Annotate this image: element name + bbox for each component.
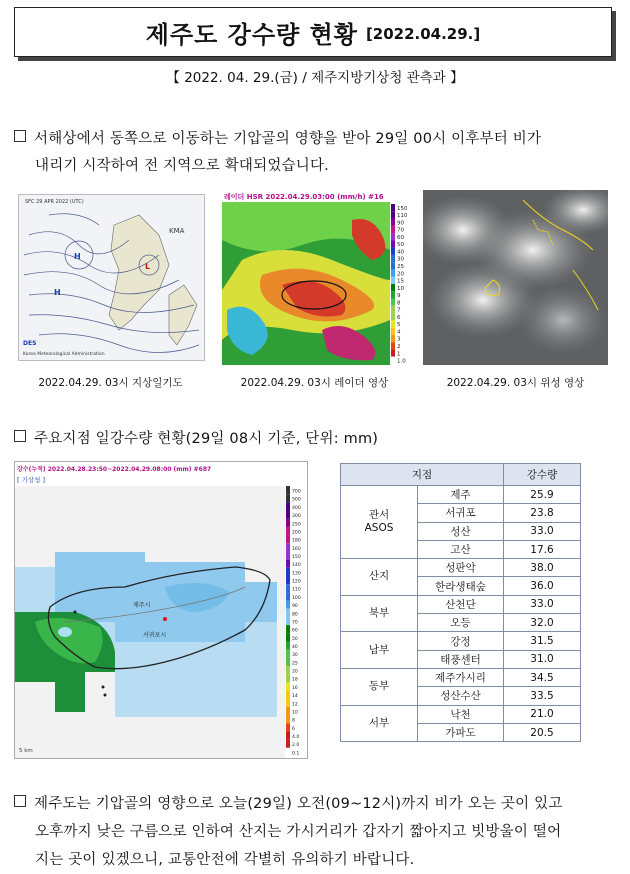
scale-swatch bbox=[391, 226, 395, 233]
rainfall-value-cell: 31.0 bbox=[504, 650, 581, 668]
surface-chart-caption: 2022.04.29. 03시 지상일기도 bbox=[38, 377, 183, 389]
rainfall-value-cell: 23.8 bbox=[504, 504, 581, 522]
bullet-square-icon bbox=[14, 430, 26, 442]
scale-label: 150 bbox=[292, 555, 301, 560]
section-2-text: 주요지점 일강수량 현황(29일 08시 기준, 단위: mm) bbox=[34, 431, 379, 447]
scale-label: 30 bbox=[397, 256, 404, 263]
scale-swatch bbox=[286, 592, 290, 600]
table-row bbox=[341, 705, 581, 723]
para2-line2: 오후까지 낮은 구름으로 인하여 산지는 가시거리가 갑자기 짧아지고 빗방울이 떨어 bbox=[35, 824, 562, 840]
title-date: [2022.04.29.] bbox=[365, 25, 481, 43]
rainfall-value-cell: 38.0 bbox=[504, 559, 581, 577]
scale-label: 150 bbox=[397, 205, 407, 212]
para1-line2: 내리기 시작하여 전 지역으로 확대되었습니다. bbox=[35, 158, 329, 174]
scale-label: 90 bbox=[292, 604, 298, 610]
scale-label: 180 bbox=[292, 538, 301, 544]
scale-label: 1 bbox=[397, 351, 401, 358]
scale-swatch bbox=[391, 306, 395, 313]
rainmap-label-seogwipo: 서귀포시 bbox=[143, 632, 167, 639]
scale-swatch bbox=[286, 674, 290, 682]
scale-swatch bbox=[286, 707, 290, 715]
table-row bbox=[341, 668, 581, 686]
satellite-graphic bbox=[423, 190, 608, 365]
scale-label: 25 bbox=[292, 661, 298, 667]
station-cell: 서귀포 bbox=[418, 504, 504, 522]
scale-label: 500 bbox=[292, 497, 301, 503]
scale-swatch bbox=[391, 240, 395, 247]
scale-label: 20 bbox=[292, 669, 298, 675]
svg-text:KMA: KMA bbox=[169, 227, 185, 235]
rainfall-table-container bbox=[340, 463, 581, 742]
scale-label: 300 bbox=[292, 514, 301, 520]
scale-swatch bbox=[286, 576, 290, 584]
rainmap-tag: [ 기상청 ] bbox=[17, 476, 46, 484]
scale-swatch bbox=[286, 584, 290, 592]
scale-label: 60 bbox=[397, 234, 404, 241]
scale-label: 160 bbox=[292, 546, 301, 552]
scale-label: 140 bbox=[292, 563, 301, 569]
scale-label: 250 bbox=[292, 522, 301, 528]
rainmap-label-jeju: 제주시 bbox=[133, 602, 151, 609]
table-header-station: 지점 bbox=[341, 464, 504, 486]
scale-label: 130 bbox=[292, 571, 301, 577]
scale-label: 700 bbox=[292, 489, 301, 495]
scale-swatch bbox=[391, 299, 395, 306]
scale-swatch bbox=[391, 328, 395, 335]
scale-label: 30 bbox=[292, 653, 298, 659]
scale-label: 8 bbox=[292, 718, 295, 724]
scale-swatch bbox=[286, 650, 290, 658]
station-cell: 가파도 bbox=[418, 723, 504, 741]
surface-chart-image bbox=[18, 194, 205, 361]
scale-swatch bbox=[286, 715, 290, 723]
scale-label: 50 bbox=[292, 636, 298, 642]
table-row bbox=[341, 559, 581, 577]
scale-swatch bbox=[391, 320, 395, 327]
scale-swatch bbox=[391, 219, 395, 226]
scale-swatch bbox=[391, 269, 395, 276]
station-cell: 강정 bbox=[418, 632, 504, 650]
scale-swatch bbox=[286, 740, 290, 748]
scale-swatch bbox=[391, 255, 395, 262]
rainfall-value-cell: 25.9 bbox=[504, 486, 581, 504]
scale-label: 20 bbox=[397, 271, 404, 278]
subtitle: 【 2022. 04. 29.(금) / 제주지방기상청 관측과 】 bbox=[166, 70, 464, 86]
rainfall-value-cell: 17.6 bbox=[504, 540, 581, 558]
scale-label: 70 bbox=[292, 620, 298, 626]
scale-swatch bbox=[286, 543, 290, 551]
svg-text:L: L bbox=[145, 262, 151, 271]
radar-header: 레이더 HSR 2022.04.29.03:00 (mm/h) #16 bbox=[224, 193, 384, 201]
scale-label: 10 bbox=[397, 285, 404, 292]
table-row bbox=[341, 486, 581, 504]
scale-label: 4 bbox=[397, 329, 401, 336]
scale-label: 40 bbox=[397, 249, 404, 256]
scale-swatch bbox=[286, 699, 290, 707]
section-2-heading bbox=[14, 426, 378, 453]
scale-label: 16 bbox=[292, 685, 298, 691]
scale-label: 18 bbox=[292, 677, 298, 683]
rainmap-scale-label: 5 km bbox=[19, 748, 33, 754]
rainfall-value-cell: 32.0 bbox=[504, 614, 581, 632]
scale-label: 6 bbox=[397, 314, 401, 321]
rainmap-header: 강수(누적) 2022.04.28.23:50~2022.04.29.08:00 (mm) #687 bbox=[17, 466, 212, 473]
surface-chart-header: SFC 29 APR 2022 (UTC) bbox=[25, 199, 84, 205]
scale-label: 4.0 bbox=[292, 735, 300, 740]
scale-swatch bbox=[391, 204, 395, 211]
scale-swatch bbox=[286, 568, 290, 576]
scale-label: 9 bbox=[397, 293, 401, 300]
rainfall-value-cell: 33.5 bbox=[504, 687, 581, 705]
scale-swatch bbox=[391, 277, 395, 284]
scale-label: 110 bbox=[292, 587, 301, 593]
surface-chart-footer: Korea Meteorological Administration bbox=[23, 352, 105, 357]
region-cell: 남부 bbox=[341, 632, 418, 669]
scale-label: 6 bbox=[292, 726, 295, 732]
station-cell: 성산수산 bbox=[418, 687, 504, 705]
para1-line1: 서해상에서 동쪽으로 이동하는 기압골의 영향을 받아 29일 00시 이후부터 비가 bbox=[34, 131, 542, 147]
table-header-rainfall: 강수량 bbox=[504, 464, 581, 486]
scale-label: 5 bbox=[397, 322, 401, 329]
scale-label: 90 bbox=[397, 220, 404, 227]
scale-swatch bbox=[286, 486, 290, 494]
scale-swatch bbox=[286, 601, 290, 609]
radar-caption: 2022.04.29. 03시 레이더 영상 bbox=[240, 377, 389, 389]
scale-label: 0.1 bbox=[292, 751, 300, 757]
svg-text:H: H bbox=[74, 252, 81, 261]
region-cell: 북부 bbox=[341, 595, 418, 632]
paragraph-1 bbox=[14, 126, 624, 180]
scale-swatch bbox=[286, 625, 290, 633]
scale-label: 400 bbox=[292, 505, 301, 511]
scale-swatch bbox=[286, 723, 290, 731]
page-title: 제주도 강수량 현황 bbox=[145, 20, 358, 49]
rainfall-table bbox=[340, 463, 581, 742]
region-cell: 서부 bbox=[341, 705, 418, 742]
scale-swatch bbox=[286, 633, 290, 641]
rainfall-value-cell: 33.0 bbox=[504, 522, 581, 540]
para2-line3: 지는 곳이 있겠으니, 교통안전에 각별히 유의하기 바랍니다. bbox=[35, 852, 415, 868]
station-cell: 성판악 bbox=[418, 559, 504, 577]
scale-swatch bbox=[391, 313, 395, 320]
scale-swatch bbox=[286, 691, 290, 699]
scale-swatch bbox=[286, 748, 290, 756]
svg-text:H: H bbox=[54, 288, 61, 297]
scale-label: 7 bbox=[397, 307, 401, 314]
station-cell: 오등 bbox=[418, 614, 504, 632]
scale-swatch bbox=[391, 349, 395, 356]
scale-label: 70 bbox=[397, 227, 404, 234]
rainfall-value-cell: 31.5 bbox=[504, 632, 581, 650]
scale-swatch bbox=[286, 502, 290, 510]
scale-swatch bbox=[286, 609, 290, 617]
scale-label: 25 bbox=[397, 264, 404, 270]
scale-swatch bbox=[286, 494, 290, 502]
scale-label: 110 bbox=[397, 213, 407, 220]
scale-label: 2 bbox=[397, 344, 401, 350]
paragraph-2 bbox=[14, 790, 626, 874]
station-cell: 산천단 bbox=[418, 595, 504, 613]
station-cell: 제주가시리 bbox=[418, 668, 504, 686]
scale-label: 10 bbox=[292, 710, 298, 716]
station-cell: 고산 bbox=[418, 540, 504, 558]
scale-label: 15 bbox=[397, 278, 404, 285]
rainfall-value-cell: 36.0 bbox=[504, 577, 581, 595]
scale-swatch bbox=[286, 527, 290, 535]
bullet-square-icon bbox=[14, 130, 26, 142]
radar-graphic bbox=[222, 190, 407, 365]
scale-swatch bbox=[286, 731, 290, 739]
table-row bbox=[341, 632, 581, 650]
scale-label: 50 bbox=[397, 242, 404, 249]
scale-swatch bbox=[391, 248, 395, 255]
bullet-square-icon bbox=[14, 795, 26, 807]
scale-swatch bbox=[391, 284, 395, 291]
scale-label: 8 bbox=[397, 300, 401, 307]
scale-swatch bbox=[286, 551, 290, 559]
station-cell: 제주 bbox=[418, 486, 504, 504]
scale-label: 2.0 bbox=[292, 743, 300, 749]
scale-swatch bbox=[286, 641, 290, 649]
scale-swatch bbox=[286, 617, 290, 625]
scale-label: 120 bbox=[292, 579, 301, 585]
scale-label: 12 bbox=[292, 702, 298, 708]
scale-swatch bbox=[286, 511, 290, 519]
rainfall-value-cell: 20.5 bbox=[504, 723, 581, 741]
rainfall-map-graphic bbox=[15, 462, 307, 758]
scale-swatch bbox=[391, 342, 395, 349]
scale-swatch bbox=[391, 233, 395, 240]
station-cell: 낙천 bbox=[418, 705, 504, 723]
scale-swatch bbox=[286, 560, 290, 568]
scale-swatch bbox=[286, 658, 290, 666]
scale-swatch bbox=[286, 682, 290, 690]
rainfall-value-cell: 21.0 bbox=[504, 705, 581, 723]
scale-label: 40 bbox=[292, 645, 298, 650]
station-cell: 성산 bbox=[418, 522, 504, 540]
scale-label: 1.0 bbox=[397, 358, 406, 365]
scale-label: 3 bbox=[397, 336, 401, 343]
radar-image bbox=[222, 190, 407, 365]
rainfall-value-cell: 33.0 bbox=[504, 595, 581, 613]
title-box bbox=[14, 7, 612, 57]
surface-chart-graphic bbox=[19, 195, 204, 360]
station-cell: 태풍센터 bbox=[418, 650, 504, 668]
scale-label: 200 bbox=[292, 530, 301, 536]
scale-swatch bbox=[391, 211, 395, 218]
scale-label: 60 bbox=[292, 628, 298, 634]
satellite-caption: 2022.04.29. 03시 위성 영상 bbox=[446, 377, 585, 389]
station-cell: 한라생태숲 bbox=[418, 577, 504, 595]
scale-swatch bbox=[286, 519, 290, 527]
scale-swatch bbox=[391, 262, 395, 269]
scale-label: 14 bbox=[292, 694, 298, 700]
scale-swatch bbox=[391, 335, 395, 342]
region-cell: 산지 bbox=[341, 559, 418, 596]
scale-label: 100 bbox=[292, 595, 301, 601]
table-row bbox=[341, 595, 581, 613]
scale-swatch bbox=[391, 291, 395, 298]
rainfall-value-cell: 34.5 bbox=[504, 668, 581, 686]
scale-swatch bbox=[286, 666, 290, 674]
region-cell: 관서 ASOS bbox=[341, 486, 418, 559]
satellite-image bbox=[423, 190, 608, 365]
para2-line1: 제주도는 기압골의 영향으로 오늘(29일) 오전(09~12시)까지 비가 오는 곳이 있고 bbox=[34, 796, 563, 812]
scale-label: 80 bbox=[292, 612, 298, 618]
svg-text:DES: DES bbox=[23, 340, 37, 347]
region-cell: 동부 bbox=[341, 668, 418, 705]
scale-swatch bbox=[286, 535, 290, 543]
rainfall-map bbox=[14, 461, 308, 759]
scale-swatch bbox=[391, 357, 395, 364]
